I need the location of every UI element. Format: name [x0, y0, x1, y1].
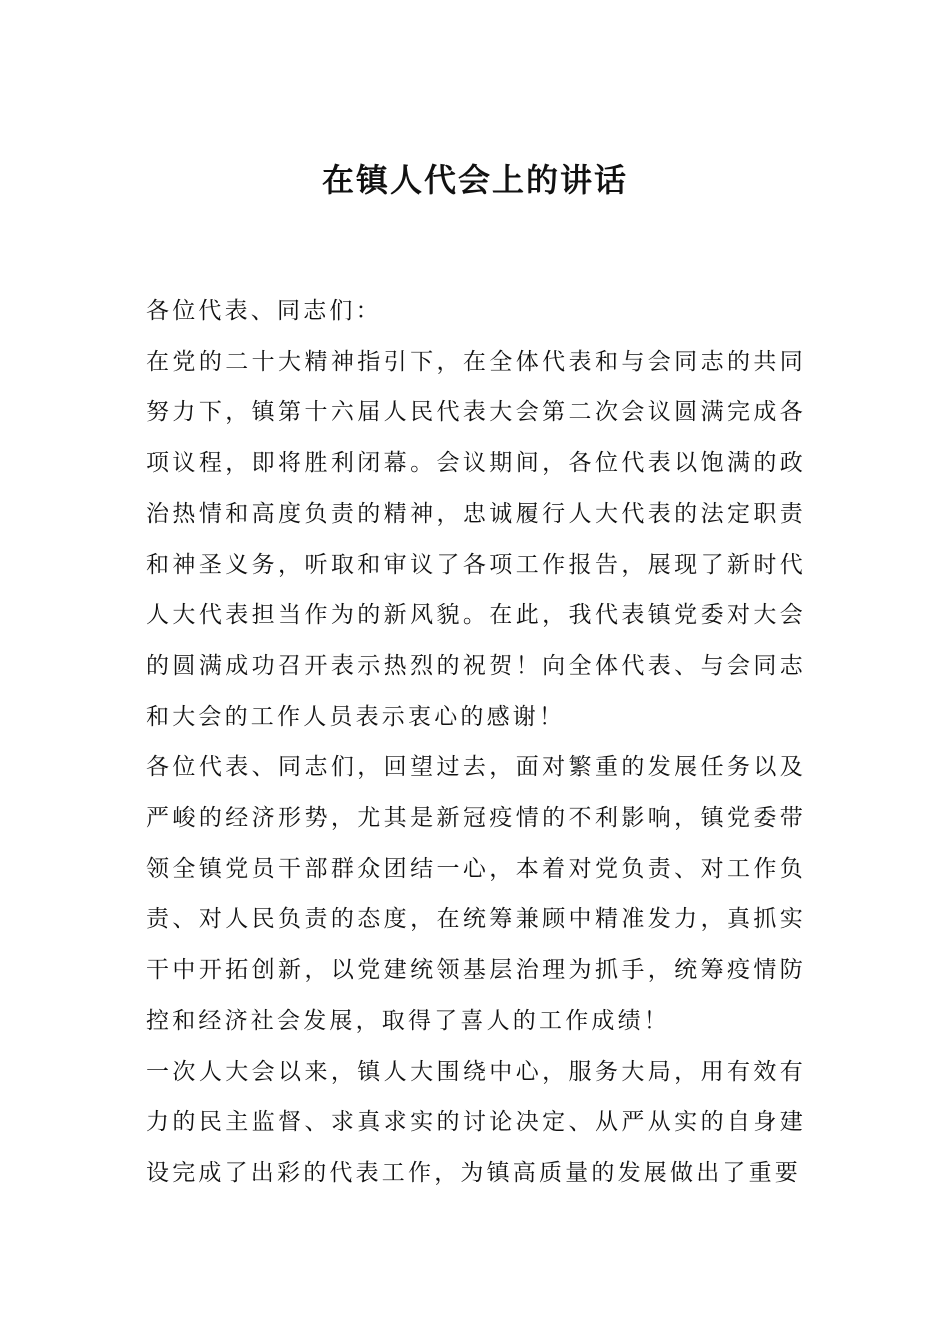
body-paragraph-2: 各位代表、同志们，回望过去，面对繁重的发展任务以及严峻的经济形势，尤其是新冠疫情的不利影响，镇党委带领全镇党员干部群众团结一心，本着对党负责、对工作负责、对人民负责的态度，在统筹兼顾中精准发力，真抓实干中开拓创新，以党建统领基层治理为抓手，统筹疫情防控和经济社会发展，取得了喜人的工作成绩！: [146, 754, 806, 1034]
document-body: [146, 286, 806, 1199]
body-paragraph-1: 在党的二十大精神指引下，在全体代表和与会同志的共同努力下，镇第十六届人民代表大会第二次会议圆满完成各项议程，即将胜利闭幕。会议期间，各位代表以饱满的政治热情和高度负责的精神，忠诚履行人大代表的法定职责和神圣义务，听取和审议了各项工作报告，展现了新时代人大代表担当作为的新风貌。在此，我代表镇党委对大会的圆满成功召开表示热烈的祝贺！向全体代表、与会同志和大会的工作人员表示衷心的感谢！: [146, 348, 806, 730]
salutation-paragraph: 各位代表、同志们：: [146, 298, 382, 324]
body-paragraph-3: 一次人大会以来，镇人大围绕中心，服务大局，用有效有力的民主监督、求真求实的讨论决定、从严从实的自身建设完成了出彩的代表工作，为镇高质量的发展做出了重要: [146, 1058, 806, 1186]
document-title: 在镇人代会上的讲话: [321, 161, 628, 199]
